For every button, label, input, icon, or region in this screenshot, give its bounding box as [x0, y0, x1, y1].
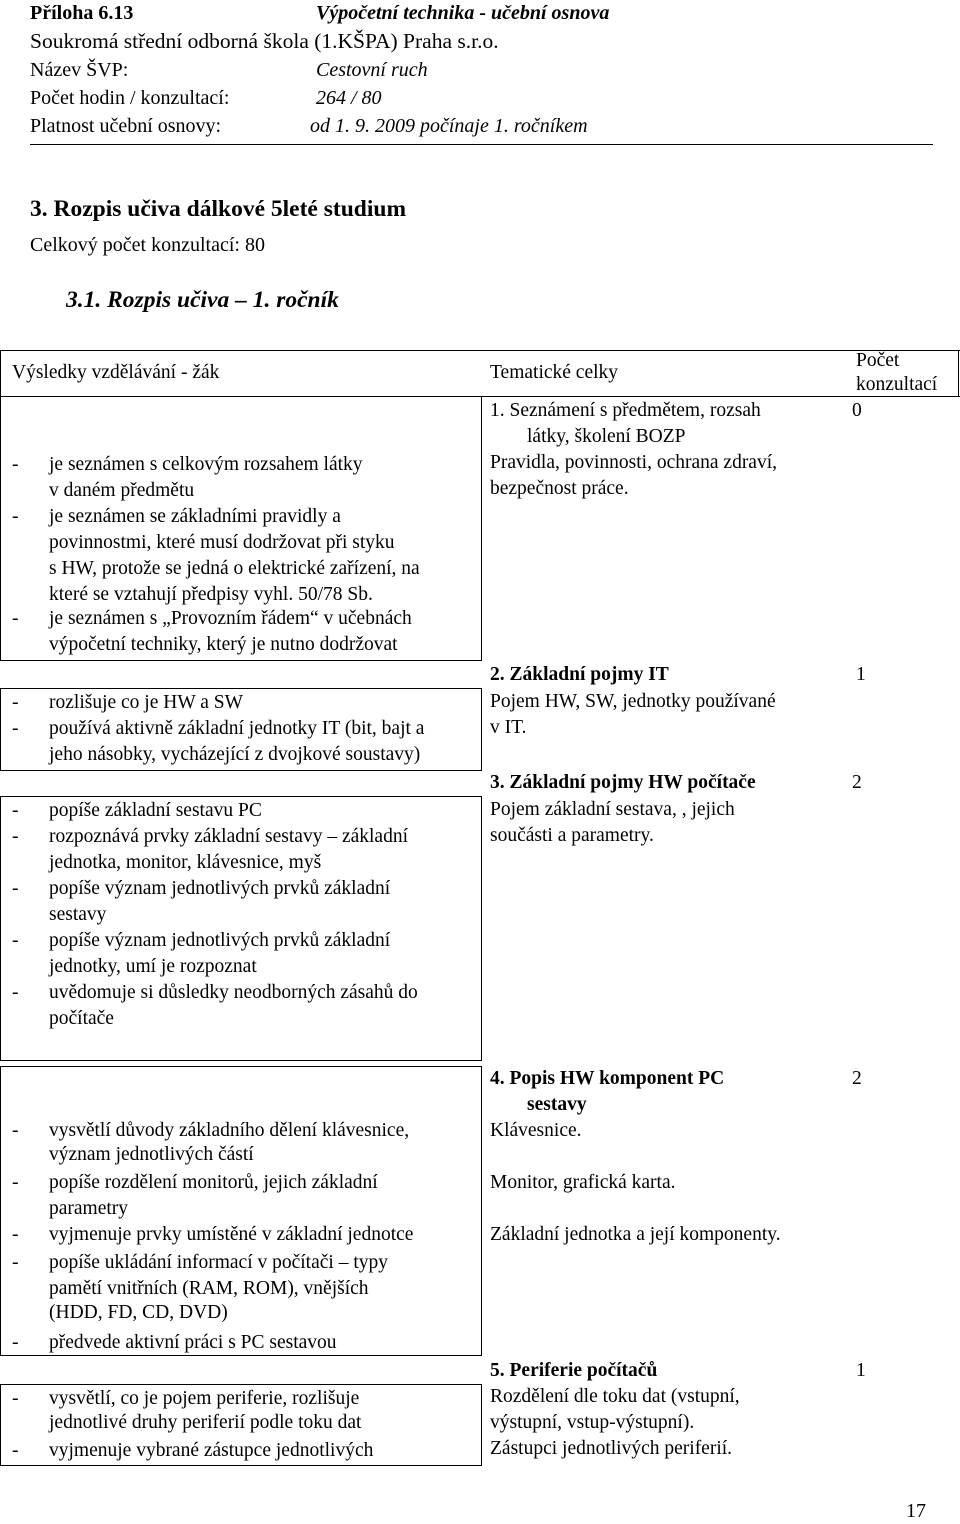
- outcome-item: počítače: [49, 1008, 114, 1029]
- total-consultations: Celkový počet konzultací: 80: [30, 234, 265, 256]
- bullet-dash: -: [12, 800, 19, 821]
- bullet-dash: -: [12, 1120, 19, 1141]
- outcome-item: povinnostmi, které musí dodržovat při styku: [49, 532, 395, 553]
- topic-1-desc-cont: bezpečnost práce.: [490, 478, 629, 499]
- outcome-item: (HDD, FD, CD, DVD): [49, 1302, 228, 1323]
- header-bottom-border: [0, 396, 960, 397]
- bullet-dash: -: [12, 454, 19, 475]
- topic-2-count: 1: [856, 664, 866, 685]
- bullet-dash: -: [12, 718, 19, 739]
- row4-divider: [481, 1066, 482, 1355]
- row3-left-border: [0, 796, 1, 1060]
- header-rule: [30, 144, 933, 145]
- outcome-item: používá aktivně základní jednotky IT (bit, bajt a: [49, 718, 425, 739]
- bullet-dash: -: [12, 506, 19, 527]
- topic-2-desc: Pojem HW, SW, jednotky používané: [490, 691, 776, 712]
- outcome-item: vyjmenuje prvky umístěné v základní jednotce: [49, 1224, 414, 1245]
- topic-3-desc-cont: součásti a parametry.: [490, 825, 654, 846]
- validity-label: Platnost učební osnovy:: [30, 115, 222, 137]
- hours-label: Počet hodin / konzultací:: [30, 87, 230, 109]
- bullet-dash: -: [12, 826, 19, 847]
- header-right-border: [958, 350, 959, 396]
- row5-left-border: [0, 1384, 1, 1465]
- row5-bottom-border: [0, 1465, 482, 1466]
- outcome-item: popíše ukládání informací v počítači – typy: [49, 1252, 388, 1273]
- subject-title: Výpočetní technika - učební osnova: [316, 2, 610, 24]
- hours-value: 264 / 80: [316, 87, 382, 109]
- bullet-dash: -: [12, 930, 19, 951]
- section-subtitle: 3.1. Rozpis učiva – 1. ročník: [66, 287, 339, 313]
- row4-top-border: [0, 1066, 482, 1067]
- outcome-item: význam jednotlivých částí: [49, 1144, 254, 1165]
- row5-divider: [481, 1384, 482, 1465]
- outcome-item: je seznámen s celkovým rozsahem látky: [49, 454, 363, 475]
- topic-4-desc-monitor: Monitor, grafická karta.: [490, 1172, 676, 1193]
- outcome-item: popíše význam jednotlivých prvků základní: [49, 930, 391, 951]
- topic-4-title: 4. Popis HW komponent PC: [490, 1068, 725, 1089]
- outcome-item: rozpoznává prvky základní sestavy – základní: [49, 826, 408, 847]
- row1-left-border: [0, 396, 1, 660]
- outcome-item: popíše rozdělení monitorů, jejich základní: [49, 1172, 378, 1193]
- header-left-border: [0, 350, 1, 396]
- row1-divider: [481, 396, 482, 660]
- outcome-item: sestavy: [49, 904, 107, 925]
- col-header-count-line1: Počet: [856, 350, 900, 371]
- row3-divider: [481, 796, 482, 1060]
- section-title: 3. Rozpis učiva dálkové 5leté studium: [30, 196, 407, 222]
- outcome-item: parametry: [49, 1198, 129, 1219]
- outcome-item: vysvětlí důvody základního dělení klávesnice,: [49, 1120, 410, 1141]
- bullet-dash: -: [12, 982, 19, 1003]
- row5-top-border: [0, 1384, 482, 1385]
- topic-2-title: 2. Základní pojmy IT: [490, 664, 669, 685]
- outcome-item: pamětí vnitřních (RAM, ROM), vnějších: [49, 1278, 369, 1299]
- bullet-dash: -: [12, 1332, 19, 1353]
- outcome-item: jeho násobky, vycházející z dvojkové soustavy): [49, 744, 421, 765]
- school-name: Soukromá střední odborná škola (1.KŠPA) Praha s.r.o.: [30, 29, 499, 53]
- validity-value: od 1. 9. 2009 počínaje 1. ročníkem: [310, 115, 588, 137]
- bullet-dash: -: [12, 1172, 19, 1193]
- outcome-item: rozlišuje co je HW a SW: [49, 692, 244, 713]
- topic-5-desc: Rozdělení dle toku dat (vstupní,: [490, 1386, 740, 1407]
- outcome-item: vyjmenuje vybrané zástupce jednotlivých: [49, 1440, 374, 1461]
- outcome-item: popíše základní sestavu PC: [49, 800, 262, 821]
- outcome-item: je seznámen s „Provozním řádem“ v učebnách: [49, 608, 412, 629]
- topic-5-desc-representatives: Zástupci jednotlivých periferií.: [490, 1438, 733, 1459]
- bullet-dash: -: [12, 878, 19, 899]
- outcome-item: s HW, protože se jedná o elektrické zařízení, na: [49, 558, 420, 579]
- row4-left-border: [0, 1066, 1, 1355]
- bullet-dash: -: [12, 1252, 19, 1273]
- topic-1-title-cont: látky, školení BOZP: [527, 426, 686, 447]
- topic-3-count: 2: [852, 772, 862, 793]
- row1-bottom-border: [0, 660, 482, 661]
- outcome-item: jednotlivé druhy periferií podle toku dat: [49, 1412, 362, 1433]
- topic-1-desc: Pravidla, povinnosti, ochrana zdraví,: [490, 452, 778, 473]
- topic-4-title-cont: sestavy: [527, 1094, 587, 1115]
- topic-3-title: 3. Základní pojmy HW počítače: [490, 772, 756, 793]
- col-header-count-line2: konzultací: [856, 374, 938, 395]
- bullet-dash: -: [12, 1440, 19, 1461]
- row2-top-border: [0, 688, 482, 689]
- bullet-dash: -: [12, 1388, 19, 1409]
- topic-2-desc-cont: v IT.: [490, 717, 527, 738]
- col-header-outcomes: Výsledky vzdělávání - žák: [12, 362, 220, 383]
- svp-value: Cestovní ruch: [316, 59, 428, 81]
- outcome-item: uvědomuje si důsledky neodborných zásahů do: [49, 982, 418, 1003]
- row2-left-border: [0, 688, 1, 770]
- topic-4-desc-keyboard: Klávesnice.: [490, 1120, 582, 1141]
- outcome-item: vysvětlí, co je pojem periferie, rozlišuje: [49, 1388, 360, 1409]
- row2-bottom-border: [0, 770, 482, 771]
- topic-3-desc: Pojem základní sestava, , jejich: [490, 799, 735, 820]
- row3-bottom-border: [0, 1060, 482, 1061]
- page-number: 17: [906, 1500, 926, 1522]
- topic-5-title: 5. Periferie počítačů: [490, 1360, 658, 1381]
- row3-top-border: [0, 796, 482, 797]
- topic-5-desc-cont: výstupní, vstup-výstupní).: [490, 1412, 695, 1433]
- topic-4-desc-unit: Základní jednotka a její komponenty.: [490, 1224, 781, 1245]
- appendix-label: Příloha 6.13: [30, 2, 134, 24]
- outcome-item: jednotka, monitor, klávesnice, myš: [49, 852, 322, 873]
- bullet-dash: -: [12, 1224, 19, 1245]
- topic-5-count: 1: [856, 1360, 866, 1381]
- table-top-border: [0, 350, 960, 351]
- topic-1-title: 1. Seznámení s předmětem, rozsah: [490, 400, 761, 421]
- outcome-item: v daném předmětu: [49, 480, 195, 501]
- topic-4-count: 2: [852, 1068, 862, 1089]
- outcome-item: popíše význam jednotlivých prvků základní: [49, 878, 391, 899]
- col-header-topics: Tematické celky: [490, 362, 619, 383]
- bullet-dash: -: [12, 692, 19, 713]
- outcome-item: předvede aktivní práci s PC sestavou: [49, 1332, 337, 1353]
- svp-label: Název ŠVP:: [30, 59, 129, 81]
- outcome-item: jednotky, umí je rozpoznat: [49, 956, 257, 977]
- outcome-item: výpočetní techniky, který je nutno dodržovat: [49, 634, 398, 655]
- topic-1-count: 0: [852, 400, 862, 421]
- row2-divider: [481, 688, 482, 770]
- outcome-item: které se vztahují předpisy vyhl. 50/78 Sb.: [49, 584, 373, 605]
- bullet-dash: -: [12, 608, 19, 629]
- outcome-item: je seznámen se základními pravidly a: [49, 506, 341, 527]
